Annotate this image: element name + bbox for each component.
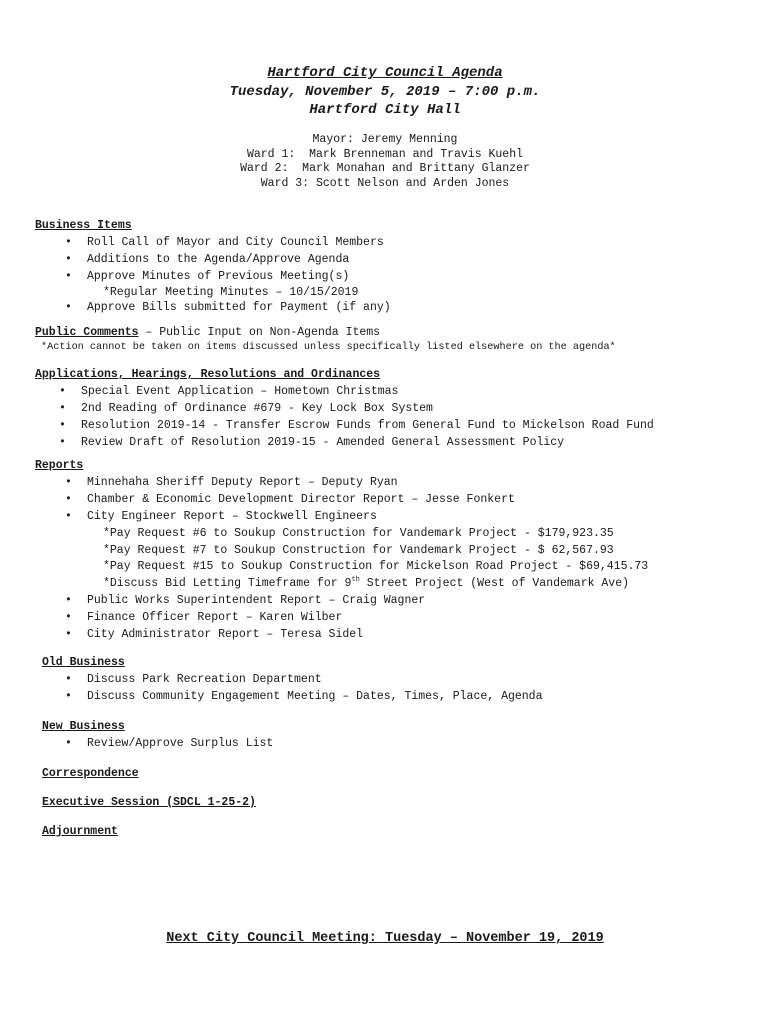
section-title: Reports — [35, 459, 84, 473]
list-item: • 2nd Reading of Ordinance #679 - Key Lock Box System — [81, 401, 735, 418]
applications-list — [59, 384, 735, 451]
list-item: • Review Draft of Resolution 2019-15 - Amended General Assessment Policy — [81, 435, 735, 452]
list-item: • Additions to the Agenda/Approve Agenda — [87, 252, 735, 269]
bullet-icon: • — [59, 385, 66, 399]
engineer-subitem: *Pay Request #6 to Soukup Construction for Vandemark Project - $179,923.35 — [103, 526, 614, 540]
engineer-subitem: *Pay Request #7 to Soukup Construction for Vandemark Project - $ 62,567.93 — [103, 543, 614, 557]
section-title: New Business — [42, 719, 125, 733]
next-meeting-footer: Next City Council Meeting: Tuesday – November 19, 2019 — [166, 931, 604, 946]
bullet-icon: • — [65, 236, 72, 249]
section-correspondence: Correspondence — [42, 766, 139, 780]
meeting-location: Hartford City Hall — [309, 102, 461, 118]
public-comments-note: *Action cannot be taken on items discussed unless specifically listed elsewhere on the agenda* — [41, 342, 616, 354]
official-ward-1: Ward 1: Mark Brenneman and Travis Kuehl — [246, 147, 524, 161]
bullet-icon: • — [65, 301, 72, 315]
list-item: • Resolution 2019-14 - Transfer Escrow Funds from General Fund to Mickelson Road Fund — [81, 418, 735, 435]
bullet-icon: • — [65, 673, 72, 687]
official-ward-2: Ward 2: Mark Monahan and Brittany Glanzer — [240, 162, 530, 175]
section-title: Applications, Hearings, Resolutions and Ordinances — [35, 368, 381, 382]
bullet-icon: • — [65, 493, 72, 507]
list-item: • Approve Minutes of Previous Meeting(s) — [87, 269, 735, 286]
section-title: Business Items — [35, 219, 132, 232]
new-business-list — [65, 736, 735, 753]
bullet-icon: • — [59, 401, 66, 415]
reports-list — [65, 475, 735, 525]
bullet-icon: • — [65, 509, 72, 523]
bullet-icon: • — [65, 593, 72, 607]
list-item: • Review/Approve Surplus List — [87, 736, 735, 753]
old-business-list — [65, 672, 735, 706]
engineer-subitem: *Pay Request #15 to Soukup Construction for Mickelson Road Project - $69,415.73 — [103, 560, 649, 574]
list-item: • Roll Call of Mayor and City Council Members — [87, 235, 735, 252]
public-comments-line — [35, 325, 735, 341]
list-item: • Minnehaha Sheriff Deputy Report – Deputy Ryan — [87, 475, 735, 492]
section-new-business — [35, 719, 735, 753]
list-item: • Finance Officer Report – Karen Wilber — [87, 610, 735, 627]
agenda-title: Hartford City Council Agenda — [267, 65, 503, 81]
section-adjournment: Adjournment — [42, 824, 118, 838]
official-mayor: Mayor: Jeremy Menning — [312, 133, 458, 146]
list-item: • City Administrator Report – Teresa Sidel — [87, 627, 735, 644]
section-title: Public Comments — [35, 326, 139, 340]
bullet-icon: • — [65, 476, 72, 490]
section-executive-session: Executive Session (SDCL 1-25-2) — [42, 795, 256, 809]
bullet-icon: • — [59, 435, 66, 449]
official-ward-3: Ward 3: Scott Nelson and Arden Jones — [260, 176, 510, 190]
public-comments-text: – Public Input on Non-Agenda Items — [138, 326, 381, 340]
list-item: • Discuss Community Engagement Meeting – Dates, Times, Place, Agenda — [87, 689, 735, 706]
council-officials — [0, 133, 770, 191]
section-applications — [35, 367, 735, 451]
agenda-header — [0, 64, 770, 191]
list-item: • Approve Bills submitted for Payment (if any) — [87, 300, 735, 317]
section-title: Old Business — [42, 656, 125, 670]
bullet-icon: • — [65, 690, 72, 704]
reports-list-cont — [65, 593, 735, 643]
bullet-icon: • — [65, 610, 72, 624]
section-public-comments — [35, 325, 735, 354]
list-item: • Discuss Park Recreation Department — [87, 672, 735, 689]
list-item: • Public Works Superintendent Report – Craig Wagner — [87, 593, 735, 610]
list-item: • Chamber & Economic Development Director Report – Jesse Fonkert — [87, 492, 735, 509]
minutes-note: *Regular Meeting Minutes – 10/15/2019 — [103, 286, 359, 300]
bullet-icon: • — [59, 418, 66, 432]
bullet-icon: • — [65, 252, 72, 266]
section-reports — [35, 458, 735, 643]
meeting-date: Tuesday, November 5, 2019 – 7:00 p.m. — [229, 84, 541, 100]
section-old-business — [35, 655, 735, 706]
agenda-body — [35, 218, 735, 840]
business-items-list-cont — [65, 300, 735, 317]
engineer-subitem-bid-letting: *Discuss Bid Letting Timeframe for 9th Street Project (West of Vandemark Ave) — [103, 576, 630, 591]
list-item: • Special Event Application – Hometown Christmas — [81, 384, 735, 401]
list-item: • City Engineer Report – Stockwell Engineers — [87, 509, 735, 526]
bullet-icon: • — [65, 736, 72, 750]
bullet-icon: • — [65, 269, 72, 283]
section-business-items — [35, 218, 735, 317]
bullet-icon: • — [65, 627, 72, 641]
business-items-list — [65, 235, 735, 285]
